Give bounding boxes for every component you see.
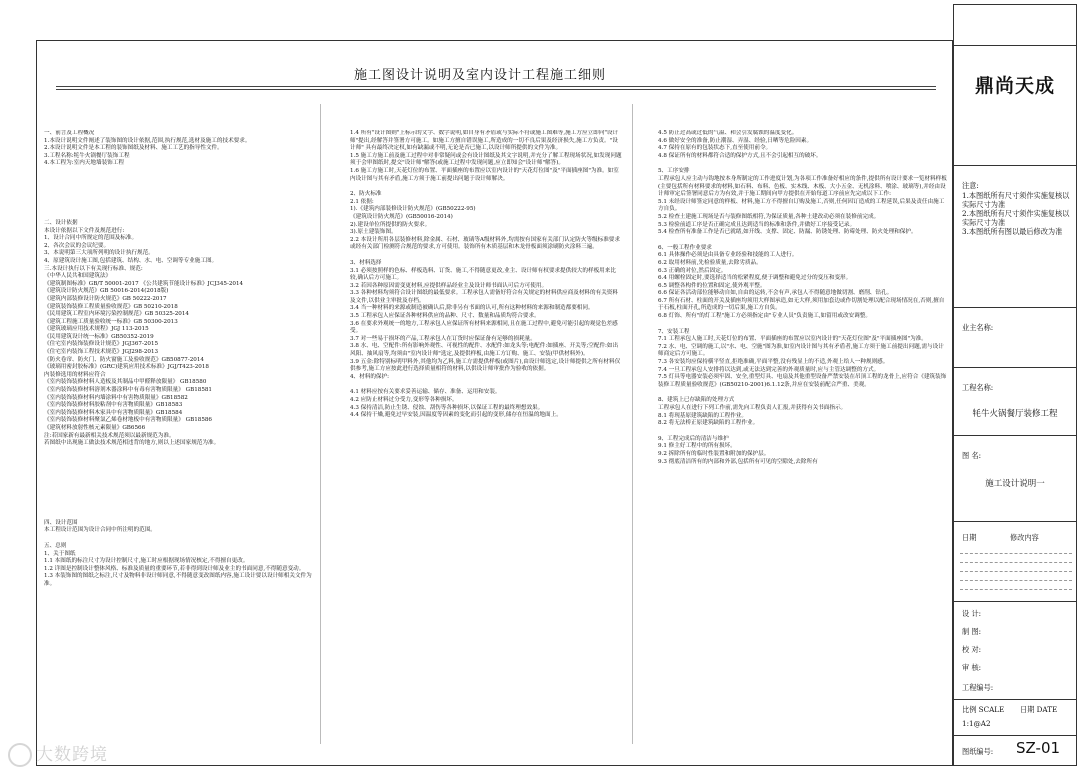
spec-paragraph: 《建筑玻璃应用技术规程》JGJ 113-2015 xyxy=(44,326,149,333)
section-spacer xyxy=(350,252,622,260)
spec-paragraph: 4.2 应防止材料过分受力,变形等各种损坏。 xyxy=(350,397,458,403)
spec-paragraph: 9.2 拆除所有的临时性装置和附加的保护层。 xyxy=(658,450,770,457)
notes-column-left xyxy=(44,130,312,750)
section-spacer xyxy=(658,321,948,329)
section-spacer xyxy=(44,168,312,220)
project-label: 工程名称: xyxy=(962,383,994,392)
spec-paragraph: 《玻璃用密封胶标准》(GRC)建筑应用技术标准》JGJ/T423-2018 xyxy=(44,364,209,371)
spec-paragraph: 7.3 各安装均应保持横平竖直,拒绝准确,平面平整,没有残显上的不适,外观上给人一种规则感。 xyxy=(658,359,889,366)
revision-row xyxy=(960,581,1072,590)
spec-paragraph: 内装修选用的材料应符合 xyxy=(44,371,106,378)
spec-paragraph: 6.1 具体操作必须是由具备专业经验和技能的工人进行。 xyxy=(658,252,798,259)
spec-paragraph: 4.3 保持清洁,防止生锈、侵蚀、刮伤等各种损坏,以保证工程的最终理想效果。 xyxy=(350,404,544,411)
title-underline xyxy=(56,86,936,87)
tb-divider xyxy=(954,165,1076,166)
spec-paragraph: 7、安装工程 xyxy=(658,328,690,335)
spec-paragraph: 1.4 所有"设计图则"上标示的文字、数字说明,如自身有矛盾或与实际不符或施工图难等,施工方应立即向"设计师"提出,经解答并签署方可施工。如施工方擅自错误施工,所造成的一切不良后果及经济损失,施工方负责。"设计师" 具有最终决定权,如有缺漏或不明,无论是否已施工,以设计师所提供的文件为准。 xyxy=(350,130,619,152)
spec-paragraph: 2.1 依据: xyxy=(350,198,374,205)
spec-paragraph: 《室内装饰装修材料聚氯乙烯卷材地板中有害物质限量》 GB18586 xyxy=(44,417,212,424)
spec-paragraph: 9.3 彻底清洁所有的内部和外部,包括所有可见的空隙处,去除所有 xyxy=(658,458,818,465)
column-divider-1 xyxy=(320,104,321,744)
spec-paragraph: 《室内装饰装修材料内墙涂料中有害物质限量》GB18582 xyxy=(44,394,188,401)
spec-paragraph: 2).建设单位所提供的防火要求。 xyxy=(350,221,431,228)
notes-column-middle xyxy=(350,130,622,750)
spec-paragraph: 三.本设计执行以下有关现行标准、规范: xyxy=(44,265,143,272)
spec-paragraph: 3.7 对一些易于损坏的产品,工程承包人在订货时应保证备有足够的损耗量。 xyxy=(350,335,536,342)
spec-paragraph: 4.8 保证所有的材料都符合适的保护方式,且不会引起相互的破坏。 xyxy=(658,152,822,159)
spec-paragraph: 7.2 水、电、空调的施工,以"水、电、空施"图为准,如室内设计图与其有矛盾者,施工方须于施工前提出问题,需与设计师商定后方可施工。 xyxy=(658,343,944,358)
spec-paragraph: 《防火卷帘、防火门、防火窗施工及验收规范》GB50877-2014 xyxy=(44,356,204,363)
tb-divider xyxy=(954,699,1076,700)
project-name: 牦牛火锅餐厅装修工程 xyxy=(972,409,1058,419)
spec-paragraph: 3.4 当一种材料的来源或制造被确认后,除非另有书面的认可,所有这种材料的来源和制造都要相同。 xyxy=(350,305,594,312)
spec-paragraph: 《中华人民共和国建筑法》 xyxy=(44,273,112,280)
spec-paragraph: 《室内装饰装修材料人造板及其制品中甲醛释放限量》 GB18580 xyxy=(44,379,207,386)
spec-paragraph: 4、原建筑设计施工图,包括建筑、结构、水、电、空调等专业施工图。 xyxy=(44,257,218,264)
spec-paragraph: 6.2 取用材料前,先检验质量,去除劣质品。 xyxy=(658,259,762,266)
spec-paragraph: 2、各次会议的会议纪要。 xyxy=(44,242,110,249)
spec-paragraph: 6.4 用螺栓固定时,要选择适当的松紧程度,便于调整和避免过分的变压和变形。 xyxy=(658,275,852,282)
tb-divider xyxy=(954,521,1076,522)
spec-paragraph: 6.8 灯饰、所有"的灯工程"施工方必须指定由"专业人员"负责施工,如留用或改安调整。 xyxy=(658,313,871,320)
section-spacer xyxy=(658,237,948,245)
spec-paragraph: 9.1 修主好工程中的所有损坏。 xyxy=(658,443,736,450)
section-spacer xyxy=(44,448,312,520)
spec-paragraph: 1.1 本图纸的标注尺寸为设计控制尺寸,施工时应根据现场情况核定,不得擅自更改。 xyxy=(44,558,249,565)
spec-paragraph: 3.6 在要求外观统一的地方,工程承包人应保证所有材料来源相同,且在施工过程中,避免可能引起的观觉色差感受。 xyxy=(350,320,618,335)
column-divider-2 xyxy=(632,104,633,744)
spec-paragraph: 1.3 本装饰图的图纸之标注,尺寸及物料非设计师同意,不得随意变改图纸内容,施工设计要以设计师相关文件为准。 xyxy=(44,573,312,587)
watermark-logo-icon xyxy=(8,743,32,767)
spec-paragraph: 5.2 检查土建施工现场是否与装修图纸相符,为保证质量,各种土建改动必须在装修前完成。 xyxy=(658,213,880,220)
tb-divider xyxy=(954,735,1076,736)
notes-heading: 注意: xyxy=(962,181,979,190)
spec-paragraph: 4、材料的保护: xyxy=(350,373,390,380)
drafter-label: 制 图: xyxy=(962,627,982,636)
note-item: 3.本图纸所有图以最后修改为准 xyxy=(962,227,1063,236)
spec-paragraph: 《民用建筑设计统一标准》GB50352-2019 xyxy=(44,333,154,340)
spec-paragraph: 1.5 施工方施工前及施工过程中对非常疑问或会有设计图纸及其文字说明,并充分了解工程现场状况,如发现问题须于会审图纸时,提交"设计师"解答(或施工过程中发现问题,应立即知会"设计师"解答)。 xyxy=(350,152,622,167)
revision-row xyxy=(960,572,1072,581)
spec-paragraph: 1.本设计说明文件阐述了装饰图的设计依据,范围,执行规范,选材及施工的技术要求。 xyxy=(44,137,251,144)
spec-paragraph: 《室内装饰装修材料胶粘剂中有害物质限量》GB18583 xyxy=(44,402,183,409)
spec-paragraph: 3、本说明第三大项所列明的设计执行规范。 xyxy=(44,250,154,257)
revision-date-header: 日期 xyxy=(962,533,977,542)
watermark xyxy=(8,740,108,767)
spec-paragraph: 《建筑设计防火规范》GB 50016-2014(2018版) xyxy=(44,288,169,295)
revision-row xyxy=(960,563,1072,572)
tb-divider xyxy=(954,435,1076,436)
revision-row xyxy=(960,545,1072,554)
spec-paragraph: 5、工序安排 xyxy=(658,168,690,175)
spec-paragraph: 《室内装饰装修材料木家具中有害物质限量》GB18584 xyxy=(44,409,183,416)
drawing-title-label: 图 名: xyxy=(962,451,982,460)
scale-value: 1:1@A2 xyxy=(962,719,991,728)
sheet-number-label: 图纸编号: xyxy=(962,747,994,756)
spec-paragraph: 6.3 正确的对位,然后固定。 xyxy=(658,267,727,274)
designer-label: 设 计: xyxy=(962,609,982,618)
tb-divider xyxy=(954,601,1076,602)
revision-row xyxy=(960,554,1072,563)
tb-divider xyxy=(954,307,1076,308)
reviewer-label: 审 核: xyxy=(962,663,982,672)
spec-paragraph: 《室内装饰装修材料溶剂木器涂料中有毒有害物质限量》 GB18581 xyxy=(44,387,212,394)
spec-paragraph: 3.2 若因各种原因需变更材料,应提供样品经业主及设计师书面认可后方可使用。 xyxy=(350,282,548,289)
spec-paragraph: 《建筑工程施工质量验收统一标准》GB 50300-2013 xyxy=(44,318,178,325)
spec-paragraph: 6、一般工程作业要求 xyxy=(658,244,712,251)
tb-divider xyxy=(954,45,1076,46)
spec-paragraph: 4.1 材料应按有关要求妥善运输、储存、准备、运用和安装。 xyxy=(350,389,501,396)
spec-paragraph: 1).《建筑内部装修设计防火规范》(GB50222-95) xyxy=(350,206,476,213)
note-item: 1.本图纸所有尺寸须作实施复核以实际尺寸为准 xyxy=(962,191,1070,209)
spec-paragraph: 1.2 详图是控制设计整体风格、标准及质量的重要环节,若非得到设计师及业主的书面同意,不得随意变动。 xyxy=(44,565,305,572)
spec-paragraph: 3).原土建装饰图。 xyxy=(350,229,397,236)
spec-paragraph: 《住宅室内装饰装修设计规范》JGJ367-2015 xyxy=(44,341,159,348)
scale-label: 比例 SCALE xyxy=(962,705,1005,714)
spec-paragraph: 本设计依据以下文件及规范进行: xyxy=(44,227,125,234)
spec-paragraph: 四、设计范围 xyxy=(44,519,78,526)
project-number-label: 工程编号: xyxy=(962,683,994,692)
spec-paragraph: 1.6 施工方施工时,天花灯位的布置、平面插座的布置应以室内设计的"天花灯位图"及"平面插座图"为准。如室内设计图与其有矛盾,施工方须于施工前提出问题于设计师解决。 xyxy=(350,167,619,182)
spec-paragraph: 4.6 做好安全的准备,防止潮湿、弄湿、经验,日晒等危险因素。 xyxy=(658,137,813,144)
spec-paragraph: 9、工程完成后的清洁与维护 xyxy=(658,435,729,442)
spec-paragraph: 7.5 灯具等电器安装必须牢固、安全,重型灯具、电扇及其他重型设备严禁安装在吊顶工程的龙骨上,应符合《建筑装饰装修工程质量验收规范》(GB50210-2001)6.1.12条,并应在安装前配合严重、美观。 xyxy=(658,374,947,388)
spec-paragraph: 2.2 本设计所用各层装修材料,除金属、石材、玻璃等A级材料外,均需按有国家有关部门认定防火等级标准要求或经有关部门检测符合规范的要求,方可使用。装饰所有木质基层和木龙骨板面须涂刷防火涂料三遍。 xyxy=(350,236,620,251)
spec-paragraph: 4.7 保持在原有的包装状态下,直至使用前令。 xyxy=(658,145,772,152)
spec-paragraph: 4.本工程为:室内天地墙装饰工程 xyxy=(44,160,124,167)
spec-paragraph: 5.3 检验前道工序是否正确完成且达到适当的标准和条件,并做好工序接受记录。 xyxy=(658,221,856,228)
spec-paragraph: 3.3 各种材料均须符合设计图纸的最低要求。工程承包人需备好符合有关规定的材料供应商及材料的有关资料及文件,以供业主审批及存档。 xyxy=(350,290,618,304)
spec-paragraph: 《建筑材料放射性核元素限量》GB6566 xyxy=(44,425,146,431)
spec-paragraph: 《建筑设计防火规范》(GB50016-2014) xyxy=(350,213,453,220)
spec-paragraph: 3.5 工程承包人应保证各种材料供应的品种、尺寸、数量和品质均符合要求。 xyxy=(350,313,540,320)
spec-paragraph: 五、总则 xyxy=(44,542,67,549)
spec-paragraph: 2、防火标准 xyxy=(350,191,382,198)
company-name: 鼎尚天成 xyxy=(974,75,1055,97)
section-spacer xyxy=(658,160,948,168)
date-label: 日期 DATE xyxy=(1020,705,1058,714)
section-spacer xyxy=(44,535,312,543)
watermark-text: 大数跨境 xyxy=(36,745,108,765)
spec-paragraph: 6.5 调整各构件的位置和固定,使外观平整。 xyxy=(658,282,766,289)
spec-paragraph: 一、前言及工程概况 xyxy=(44,130,95,136)
spec-paragraph: 3、材料选择 xyxy=(350,259,382,266)
spec-paragraph: 《民用建筑工程室内环境污染控制规范》GB 50325-2014 xyxy=(44,311,189,318)
spec-paragraph: 《建筑装饰装修工程质量验收规范》GB 50210-2018 xyxy=(44,303,178,310)
spec-paragraph: 4.4 保持干燥,避免过早安装,因温度等因素的变化而引起的变形,储存在恒温的地面上。 xyxy=(350,412,562,419)
spec-paragraph: 1、关于图纸 xyxy=(44,550,76,557)
title-underline-double xyxy=(56,89,936,90)
spec-paragraph: 注:若国家新有最新相关技术规范须以最新规范为准。 xyxy=(44,432,175,439)
spec-paragraph: 《住宅室内装饰工程技术规范》JGJ298-2013 xyxy=(44,349,159,356)
checker-label: 校 对: xyxy=(962,645,982,654)
spec-paragraph: 若图纸中出现施工做法技术规范相违背的地方,则以上述国家规范为准。 xyxy=(44,440,220,447)
revision-content-header: 修改内容 xyxy=(1010,533,1039,542)
spec-paragraph: 8.2 将无法桥正原建筑缺陷的工程作业。 xyxy=(658,420,759,427)
spec-paragraph: 3.9 五金:除特别标明甲料外,其他均为乙料,施工方需提供样板(或图片),由设计师选定,设计师提供之所有材料仅供参考,施工方应按此进行选择质量相符的材料,以供设计师审批作为验收的依据。 xyxy=(350,358,621,373)
drawing-title: 施工设计说明一 xyxy=(985,479,1045,489)
spec-paragraph: 8.1 将现基原建筑缺陷的工程作业。 xyxy=(658,412,747,419)
spec-paragraph: 本工程设计范围为设计合同中所注明的范围。 xyxy=(44,527,156,534)
spec-paragraph: 3.8 水、电、空配件:所有影响外观性、可视性的配件、水配件:如龙头等;电配件:如插座、开关等;空配件:如出风阳、抽风扇等,均须由"室内设计师"选定,及提供样板,由施工方订购、施工、安装(甲供材料外)。 xyxy=(350,343,619,358)
spec-paragraph: 6.6 保证各活动部位能够动自如,自由的运转,不会有声,承包人不得随意地做切割、磨削、钻孔。 xyxy=(658,290,893,297)
spec-paragraph: 3.1 必须按照样的色标、样板选料、订货、施工,不得随意更改,业主、设计师有权要求提供较大的样板用来比较,确认后方可施工。 xyxy=(350,267,616,282)
notes-list xyxy=(962,191,1074,236)
owner-label: 业主名称: xyxy=(962,323,994,332)
spec-paragraph: 6.7 所有石材、柱面的开关及插座均须用大样图承造,如无大样,须用加套边或作切割处理以配合现场情况在,否则,擅自于石板,柱面开孔,所造成的一切后果,施工方自负。 xyxy=(658,297,945,312)
spec-paragraph: 7.4 一旦工程承包人安排将以达到,或无法达到完善的外观质量时,应与主管达调整的方式。 xyxy=(658,366,880,373)
spec-paragraph: 3.工程名称:牦牛火锅餐厅装饰工程 xyxy=(44,152,130,159)
spec-paragraph: 5.1 未经设计师签定同意的样板、材料,施工方不得擅自订购及施工,否则,任何因订造成的工程延误,后果及责任由施工方自负。 xyxy=(658,198,945,213)
section-spacer xyxy=(658,428,948,436)
spec-paragraph: 2.本设计说明文件是本工程的装饰图纸及材料、施工工艺的指导性文件。 xyxy=(44,145,223,152)
title-block xyxy=(953,4,1077,766)
sheet-number: SZ-01 xyxy=(1016,739,1061,757)
note-item: 2.本图纸所有尺寸须作实施复核以实际尺寸为准 xyxy=(962,209,1070,227)
spec-paragraph: 《建筑内部装修设计防火规范》GB 50222-2017 xyxy=(44,295,167,302)
tb-divider xyxy=(954,367,1076,368)
spec-paragraph: 工程承包人应主动与钩地按本身所制定的工作进度计划,为各项工作准备好相应的条件,提供所有设计要求一览材料样板(主要包括所有材料要求的材料,如石料、布料、色板、实木线、木板、大小五金、无机涂料、喷涂、玻璃等),并经由设计师审定后签署同意后方为有效,并于施工期间向甲方提供在开始每道工序前应先完成以下工作: xyxy=(658,175,947,198)
notes-column-right xyxy=(658,130,948,750)
section-spacer xyxy=(350,183,622,191)
spec-paragraph: 1、设计合同中所规定的范围及标准。 xyxy=(44,235,138,242)
spec-paragraph: 二、设计依据 xyxy=(44,219,78,226)
spec-paragraph: 4.5 防止过高或过低的气温、和会引发腐蚀的温度变化。 xyxy=(658,130,798,136)
spec-paragraph: 《建筑制图标准》GB/T 50001-2017 《公共建筑节能设计标准》JCJ345-2014 xyxy=(44,280,244,287)
spec-paragraph: 8、建筑上已存缺陷的处理方式 xyxy=(658,397,735,404)
spec-paragraph: 5.4 检查所有准备工作是否已就绪,如开线、支撑、固定、防漏、防锈处理、防霉处理、防火处理和保护。 xyxy=(658,229,917,236)
spec-paragraph: 7.1 工程承包人施工时,天花灯位的布置、平面插座的布置应以室内设计的"天花灯位图"及"平面插座图"为准。 xyxy=(658,336,927,343)
document-title: 施工图设计说明及室内设计工程施工细则 xyxy=(353,68,606,83)
revision-table xyxy=(960,545,1072,590)
spec-paragraph: 工程承包人在进行下列工作前,需先向工程负责人汇报,并获得有关书面指示。 xyxy=(658,405,847,411)
